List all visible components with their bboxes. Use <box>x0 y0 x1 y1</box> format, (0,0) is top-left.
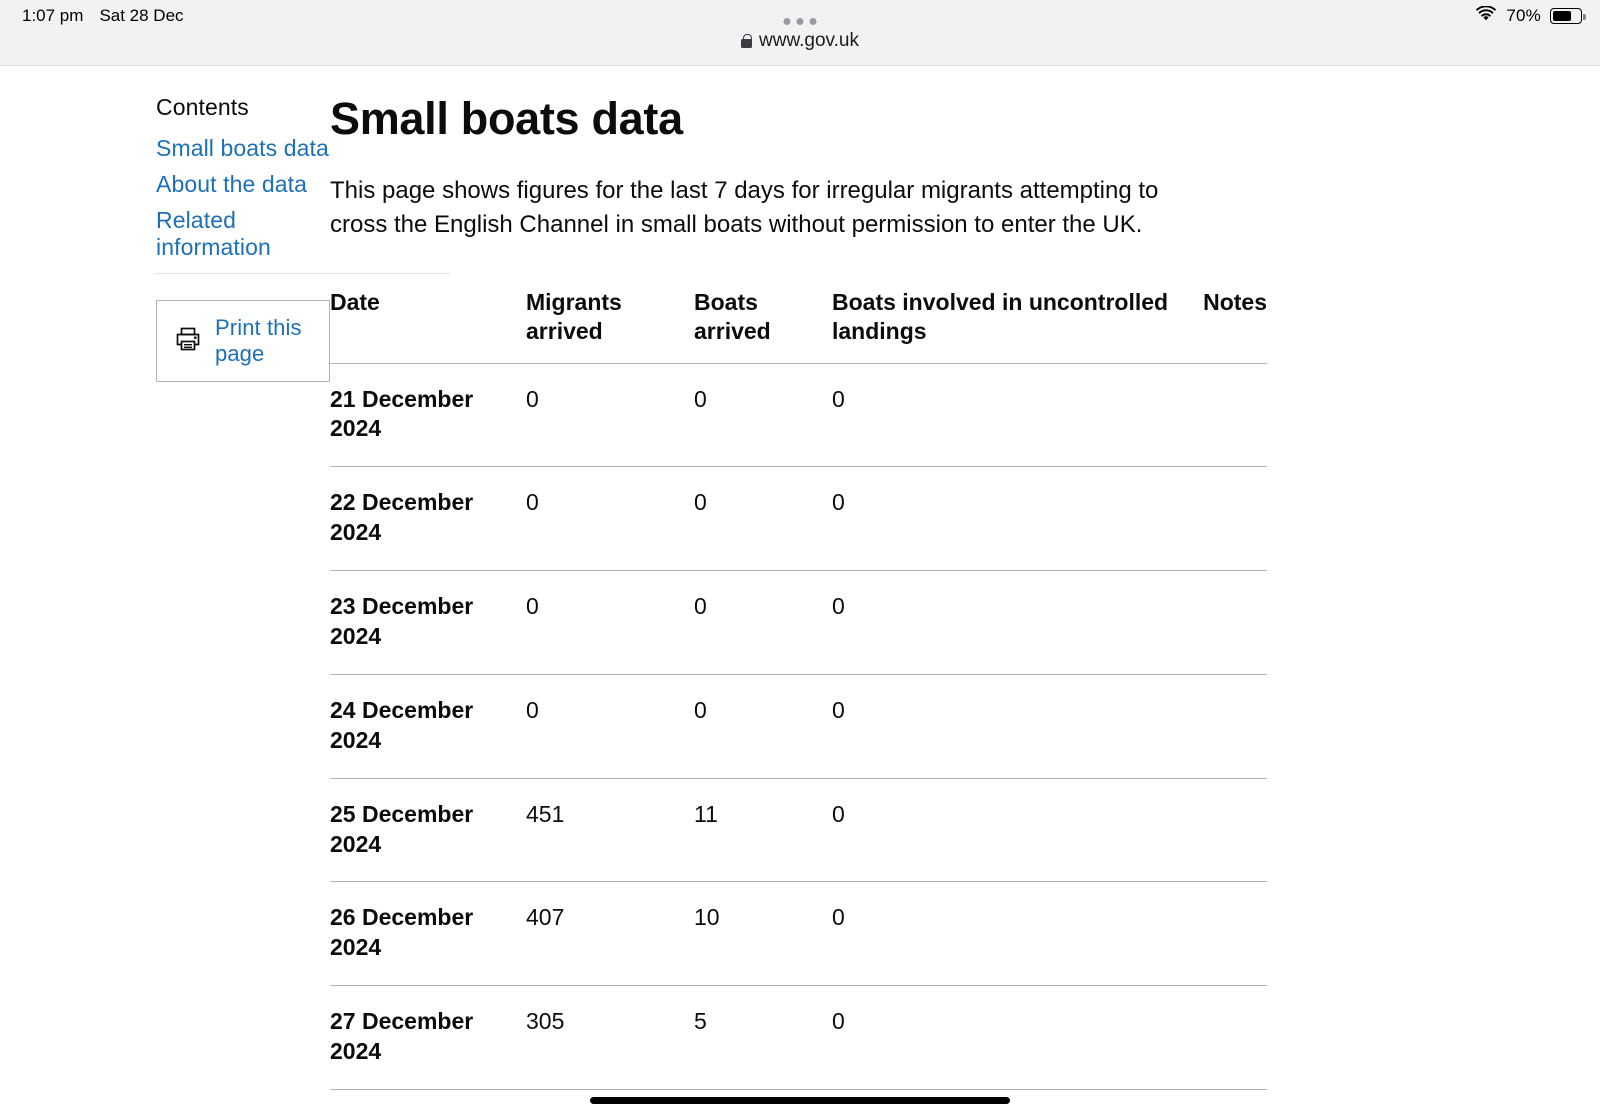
cell-date: 24 December 2024 <box>330 674 526 778</box>
sidebar-item-related-information[interactable]: Related information <box>156 207 271 260</box>
table-row <box>330 674 1267 778</box>
url-display[interactable] <box>741 30 859 52</box>
status-date: Sat 28 Dec <box>99 6 184 25</box>
column-header-notes: Notes <box>1197 288 1267 363</box>
print-this-page-button[interactable] <box>156 300 330 382</box>
printer-icon <box>175 326 201 357</box>
contents-heading: Contents <box>156 94 249 120</box>
status-bar-left <box>22 6 184 26</box>
battery-percent-label: 70% <box>1506 6 1541 25</box>
column-header-migrants-arrived: Migrants arrived <box>526 288 694 363</box>
table-row <box>330 882 1267 986</box>
cell-migrants: 305 <box>526 986 694 1090</box>
ios-status-bar <box>0 0 1600 32</box>
cell-notes <box>1197 674 1267 778</box>
table-row <box>330 467 1267 571</box>
cell-notes <box>1197 363 1267 467</box>
cell-boats: 0 <box>694 571 832 675</box>
cell-migrants: 0 <box>526 363 694 467</box>
status-time: 1:07 pm <box>22 6 84 25</box>
table-row <box>330 571 1267 675</box>
cell-date: 23 December 2024 <box>330 571 526 675</box>
cell-boats: 0 <box>694 467 832 571</box>
cell-notes <box>1197 778 1267 882</box>
table-row <box>330 363 1267 467</box>
column-header-uncontrolled-landings: Boats involved in uncontrolled landings <box>832 288 1197 363</box>
table-row <box>330 778 1267 882</box>
cell-date: 25 December 2024 <box>330 778 526 882</box>
cell-boats: 0 <box>694 363 832 467</box>
cell-uncontrolled: 0 <box>832 571 1197 675</box>
contents-list <box>156 135 330 261</box>
cell-uncontrolled: 0 <box>832 674 1197 778</box>
cell-boats: 0 <box>694 674 832 778</box>
column-header-date: Date <box>330 288 526 363</box>
cell-uncontrolled: 0 <box>832 986 1197 1090</box>
table-header <box>330 288 1267 363</box>
cell-boats: 5 <box>694 986 832 1090</box>
cell-date: 21 December 2024 <box>330 363 526 467</box>
sidebar-item-small-boats-data[interactable]: Small boats data <box>156 135 329 161</box>
column-header-boats-arrived: Boats arrived <box>694 288 832 363</box>
lock-icon <box>741 39 752 48</box>
intro-paragraph: This page shows figures for the last 7 days for irregular migrants attempting to cross the English Channel in small boats without permission to enter the UK. <box>330 176 1159 238</box>
wifi-icon <box>1475 6 1497 27</box>
cell-boats: 10 <box>694 882 832 986</box>
battery-icon <box>1550 8 1582 24</box>
print-button-label: Print this page <box>215 315 302 366</box>
status-bar-right <box>1475 0 1582 32</box>
table-row <box>330 986 1267 1090</box>
cell-uncontrolled: 0 <box>832 467 1197 571</box>
page-content <box>0 66 1600 1090</box>
cell-migrants: 0 <box>526 571 694 675</box>
cell-notes <box>1197 882 1267 986</box>
list-item <box>156 171 330 198</box>
table-body <box>330 363 1267 1089</box>
cell-migrants: 0 <box>526 674 694 778</box>
cell-notes <box>1197 986 1267 1090</box>
cell-boats: 11 <box>694 778 832 882</box>
page-title: Small boats data <box>330 93 683 144</box>
table-header-row <box>330 288 1267 363</box>
cell-notes <box>1197 571 1267 675</box>
cell-uncontrolled: 0 <box>832 882 1197 986</box>
browser-url-bar[interactable] <box>0 32 1600 66</box>
contents-sidebar <box>0 94 330 1090</box>
url-text: www.gov.uk <box>759 30 859 51</box>
cell-date: 27 December 2024 <box>330 986 526 1090</box>
cell-notes <box>1197 467 1267 571</box>
cell-migrants: 451 <box>526 778 694 882</box>
main-column <box>330 94 1330 1090</box>
cell-migrants: 0 <box>526 467 694 571</box>
tab-dots-icon <box>784 18 817 25</box>
cell-uncontrolled: 0 <box>832 363 1197 467</box>
cell-date: 22 December 2024 <box>330 467 526 571</box>
list-item <box>156 135 330 162</box>
cell-date: 26 December 2024 <box>330 882 526 986</box>
cell-migrants: 407 <box>526 882 694 986</box>
sidebar-item-about-the-data[interactable]: About the data <box>156 171 308 197</box>
cell-uncontrolled: 0 <box>832 778 1197 882</box>
small-boats-data-table <box>330 288 1267 1090</box>
page-viewport <box>0 66 1600 1118</box>
home-indicator[interactable] <box>590 1097 1010 1104</box>
list-item <box>156 207 330 261</box>
